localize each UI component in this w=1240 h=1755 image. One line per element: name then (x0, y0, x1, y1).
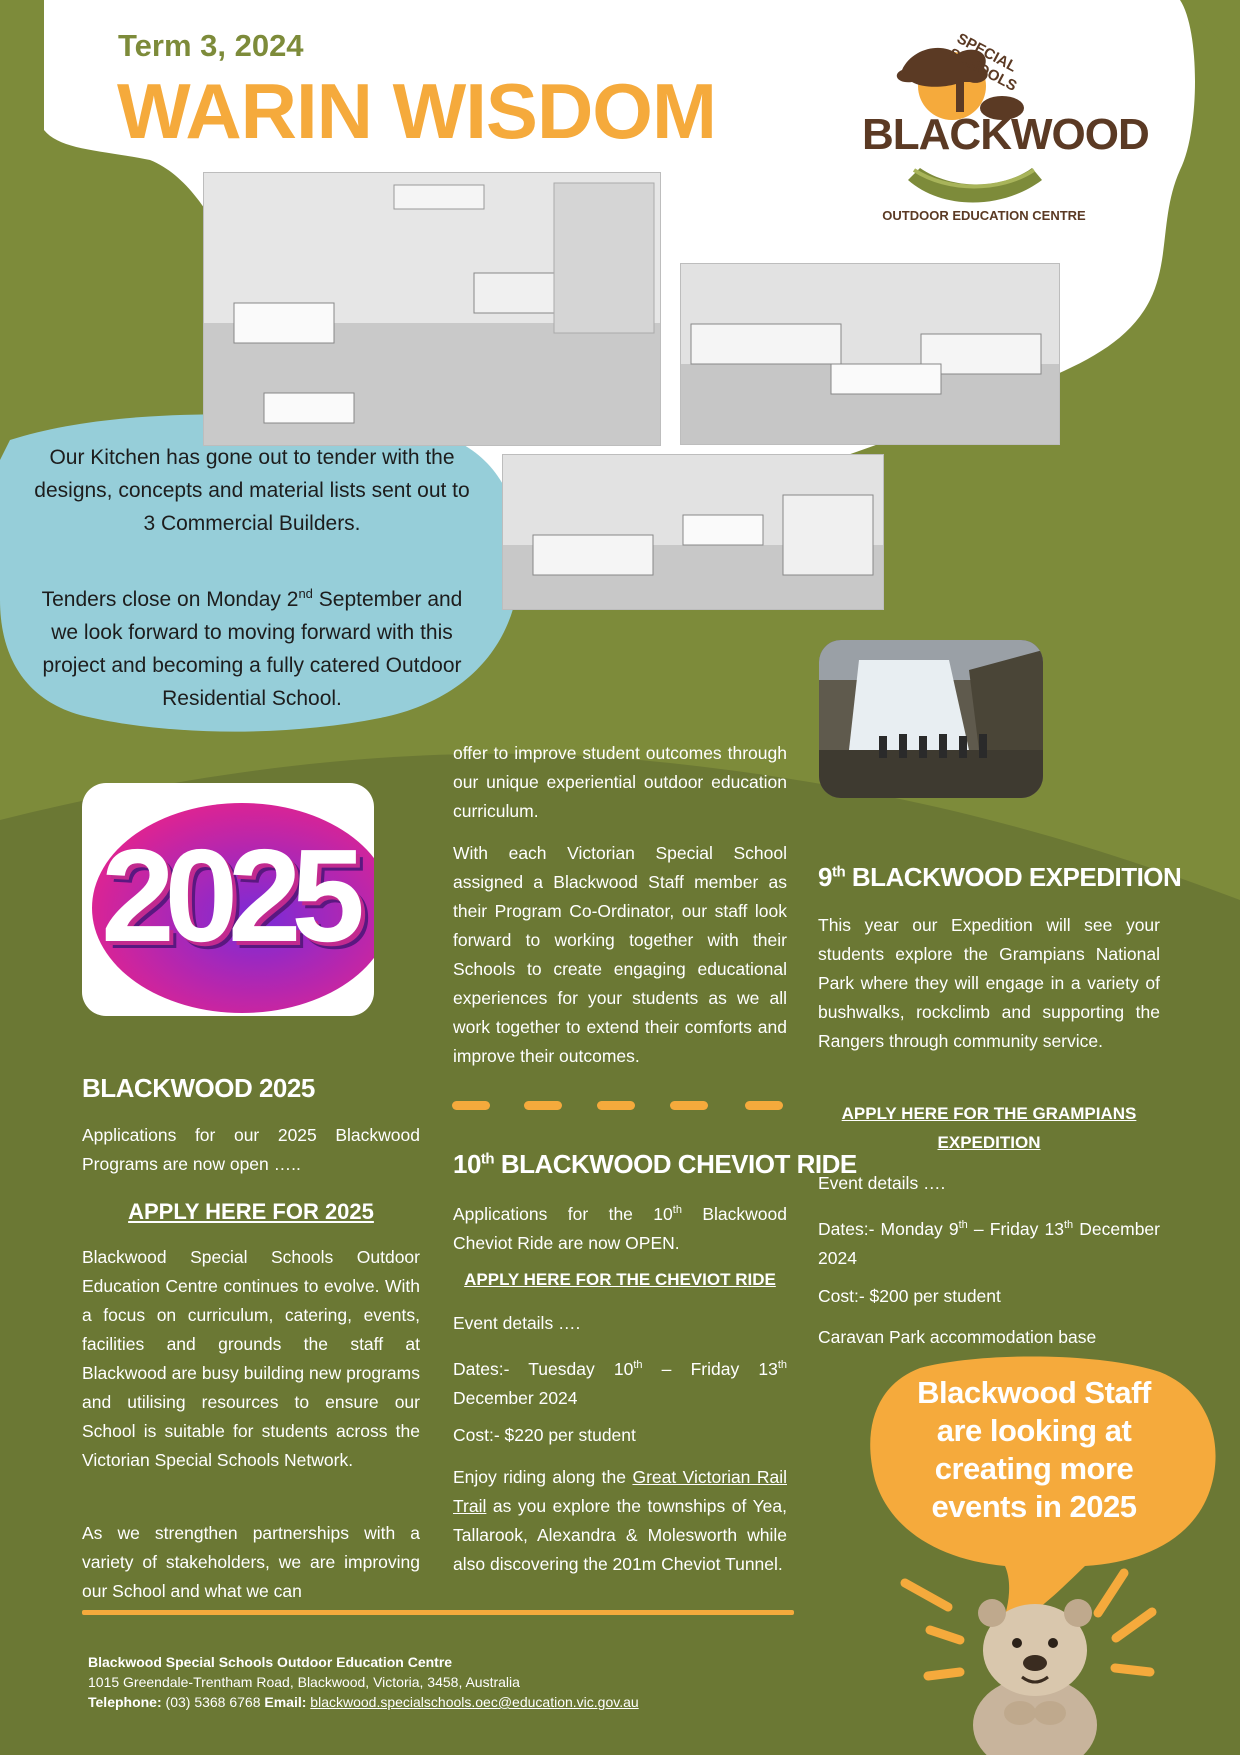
expedition-dates-a: Dates:- Monday 9 (818, 1218, 959, 1239)
apply-grampians-line2: EXPEDITION (937, 1133, 1041, 1152)
kitchen-tender-close (32, 577, 472, 715)
cheviot-intro-sup: th (672, 1204, 682, 1216)
expedition-para: This year our Expedition will see your students explore the Grampians National Park where they will engage in a variety of bushwalks, rockclimb and supporting the Rangers through community service. (818, 915, 1160, 1051)
cheviot-dates-a: Dates:- Tuesday 10 (453, 1358, 634, 1379)
cheviot-ride-heading (453, 1149, 857, 1180)
cheviot-heading-num: 10 (453, 1149, 481, 1179)
expedition-event-details: Event details …. (818, 1173, 946, 1193)
badge-2025-image (82, 783, 374, 1016)
tender-close-a: Tenders close on Monday 2 (41, 588, 299, 611)
kitchen-render-1 (203, 172, 661, 446)
footer-address: 1015 Greendale-Trentham Road, Blackwood, Victoria, 3458, Australia (88, 1674, 520, 1690)
apply-cheviot-link[interactable]: APPLY HERE FOR THE CHEVIOT RIDE (464, 1270, 776, 1289)
kitchen-render-3 (502, 454, 884, 610)
kitchen-render-drawing (204, 173, 660, 445)
logo-name: BLACKWOOD (862, 110, 1149, 159)
cheviot-heading-rest: BLACKWOOD CHEVIOT RIDE (494, 1149, 857, 1179)
blackwood-logo (852, 30, 1149, 230)
cheviot-dates (453, 1351, 787, 1413)
staff-events-bubble-text: Blackwood Staff are looking at creating more events in 2025 (917, 1375, 1151, 1524)
expedition-heading (818, 862, 1181, 893)
footer-email-link[interactable]: blackwood.specialschools.oec@education.vic.gov.au (310, 1694, 639, 1710)
cheviot-dates-sup2: th (777, 1359, 788, 1371)
cheviot-event-details: Event details …. (453, 1313, 581, 1333)
footer-org: Blackwood Special Schools Outdoor Education Centre (88, 1654, 453, 1670)
expedition-dates-sup1: th (958, 1219, 968, 1231)
cheviot-ride-b: as you explore the townships of Yea, Tallarook, Alexandra & Molesworth while also discovering the 201m Cheviot Tunnel. (453, 1496, 787, 1574)
waterfall-photo (819, 640, 1043, 798)
footer-phone-label: Telephone: (88, 1694, 162, 1710)
blackwood-evolve-para: Blackwood Special Schools Outdoor Education Centre continues to evolve. With a focus on curriculum, catering, events, facilities and grounds the staff at Blackwood are busy building new programs and utilising resources to ensure our School is suitable for students across the Victorian Special Schools Network. (82, 1247, 420, 1470)
footer-phone: (03) 5368 6768 (161, 1694, 265, 1710)
partnerships-para: As we strengthen partnerships with a variety of stakeholders, we are improving our School and what we can (82, 1523, 420, 1601)
kitchen-render-drawing (503, 455, 883, 609)
blackwood-2025-heading: BLACKWOOD 2025 (82, 1073, 315, 1103)
rail-trail-link[interactable]: Great Victorian Rail Trail (453, 1467, 787, 1516)
cheviot-intro (453, 1196, 787, 1258)
expedition-dates-b: – Friday 13 (967, 1218, 1064, 1239)
cheviot-ride-a: Enjoy riding along the (453, 1467, 633, 1487)
cheviot-cost: Cost:- $220 per student (453, 1425, 636, 1445)
kitchen-render-2 (680, 263, 1060, 445)
expedition-base: Caravan Park accommodation base (818, 1327, 1097, 1347)
logo-bottom-text: OUTDOOR EDUCATION CENTRE (882, 208, 1086, 223)
tender-close-b: September and we look forward to moving forward with this project and becoming a fully catered Outdoor Residential School. (42, 588, 463, 710)
page-title: WARIN WISDOM (117, 67, 716, 155)
cheviot-intro-a: Applications for the 10 (453, 1203, 673, 1224)
cheviot-dates-b: – Friday 13 (642, 1358, 778, 1379)
expedition-dates-c: December 2024 (818, 1218, 1160, 1268)
footer-email-label: Email: (264, 1694, 307, 1710)
waterfall-photo-art (819, 640, 1043, 798)
expedition-cost: Cost:- $200 per student (818, 1286, 1001, 1306)
cheviot-dates-c: December 2024 (453, 1387, 578, 1408)
expedition-dates-sup2: th (1063, 1219, 1074, 1231)
footer (88, 1652, 808, 1712)
term-label: Term 3, 2024 (118, 28, 304, 63)
logo-top-text: SPECIAL SCHOOLS (946, 30, 1020, 95)
footer-rule (82, 1610, 794, 1615)
tender-close-sup: nd (298, 586, 313, 601)
cheviot-ride-para (453, 1463, 787, 1579)
expedition-dates (818, 1211, 1160, 1273)
expedition-heading-sup: th (831, 863, 846, 881)
badge-2025-text: 2025 (101, 822, 355, 969)
apply-2025-link[interactable]: APPLY HERE FOR 2025 (128, 1199, 374, 1224)
footer-contact (88, 1692, 808, 1712)
expedition-heading-rest: BLACKWOOD EXPEDITION (845, 862, 1182, 892)
cheviot-heading-sup: th (480, 1150, 495, 1168)
wombat-mascot-art (960, 1585, 1110, 1755)
outcomes-para: offer to improve student outcomes through our unique experiential outdoor education curriculum. (453, 743, 787, 821)
kitchen-render-drawing (681, 264, 1059, 444)
blackwood-2025-intro: Applications for our 2025 Blackwood Programs are now open ….. (82, 1125, 420, 1174)
kitchen-tender-text: Our Kitchen has gone out to tender with the designs, concepts and material lists sent out to 3 Commercial Builders. (34, 446, 470, 535)
cheviot-dates-sup1: th (633, 1359, 643, 1371)
wombat-mascot (960, 1585, 1110, 1755)
expedition-heading-num: 9 (818, 862, 832, 892)
cheviot-intro-b: Blackwood Cheviot Ride are now OPEN. (453, 1203, 787, 1253)
coordinator-para: With each Victorian Special School assigned a Blackwood Staff member as their Program Co-Ordinator, our staff look forward to working together with their Schools to create engaging educational experiences for your students as we all work together to extend their comforts and improve their outcomes. (453, 843, 787, 1066)
apply-grampians-line1: APPLY HERE FOR THE GRAMPIANS (841, 1104, 1137, 1123)
apply-grampians-link[interactable] (818, 1099, 1160, 1157)
